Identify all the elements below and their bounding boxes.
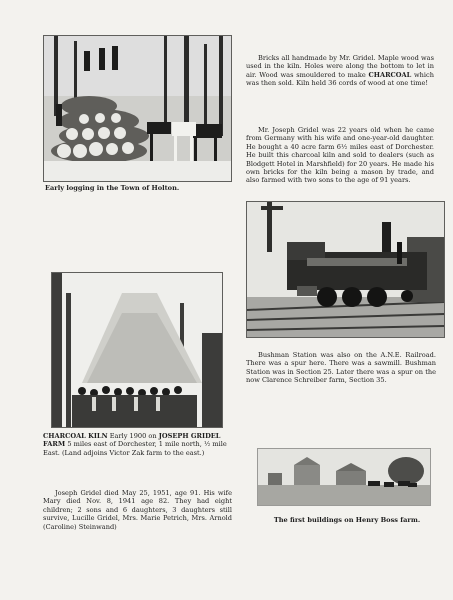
- kiln-caption-detail: 5 miles east of Dorchester, 1 mile north, ½ mile East. (Land adjoins Victor Zak farm to the east.): [43, 440, 227, 457]
- boss-farm-photo: [257, 448, 431, 506]
- charcoal-word: CHARCOAL: [368, 70, 412, 79]
- kiln-caption-title: CHARCOAL KILN: [43, 432, 108, 440]
- bushman-paragraph: [246, 351, 436, 385]
- bushman-station-photo: [246, 201, 445, 338]
- joseph-text: Mr. Joseph Gridel was 22 years old when he came from Germany with his wife and one-year-old daughter. He bought a 40 acre farm 6½ miles east of Dorchester. He built this charcoal kiln and sold to dealers (such as Blodgett Hotel in Marshfield) for 20 years. He made his own bricks for the kiln being a mason by trade, and also farmed with two sons to the age of 91 years.: [246, 126, 434, 185]
- bricks-text-a: Bricks all handmade by Mr. Gridel. Maple wood was used in the kiln. Holes were along the bottom to let in air. Wood was smouldered to make: [246, 54, 434, 79]
- kiln-caption-farm: JOSEPH GRIDEL FARM: [43, 432, 221, 449]
- kiln-caption: [43, 432, 233, 457]
- joseph-paragraph: [246, 126, 434, 185]
- death-text: Joseph Gridel died May 25, 1951, age 91. His wife Mary died Nov. 8, 1941 age 82. They had eight children; 2 sons and 6 daughters, 3 daughters still survive, Lucille Gridel, Mrs. Marie Petrich, Mrs. Arnold (Caroline) Steinwand): [43, 489, 232, 531]
- kiln-caption-year: Early 1900 on: [109, 432, 157, 440]
- logging-photo: [43, 35, 232, 182]
- bricks-text-b: which was then sold. Kiln held 36 cords of wood at one time!: [246, 70, 434, 88]
- bushman-text: Bushman Station was also on the A.N.E. Railroad. There was a spur here. There was a sawmill. Bushman Station was in Section 25. Later there was a spur on the now Clarence Schreiber farm, Section 35.: [246, 351, 436, 385]
- logging-caption: Early logging in the Town of Holton.: [45, 184, 180, 192]
- bricks-paragraph: [246, 54, 434, 88]
- death-paragraph: [43, 489, 232, 531]
- charcoal-kiln-photo: [51, 272, 223, 428]
- boss-farm-caption: The first buildings on Henry Boss farm.: [273, 516, 421, 524]
